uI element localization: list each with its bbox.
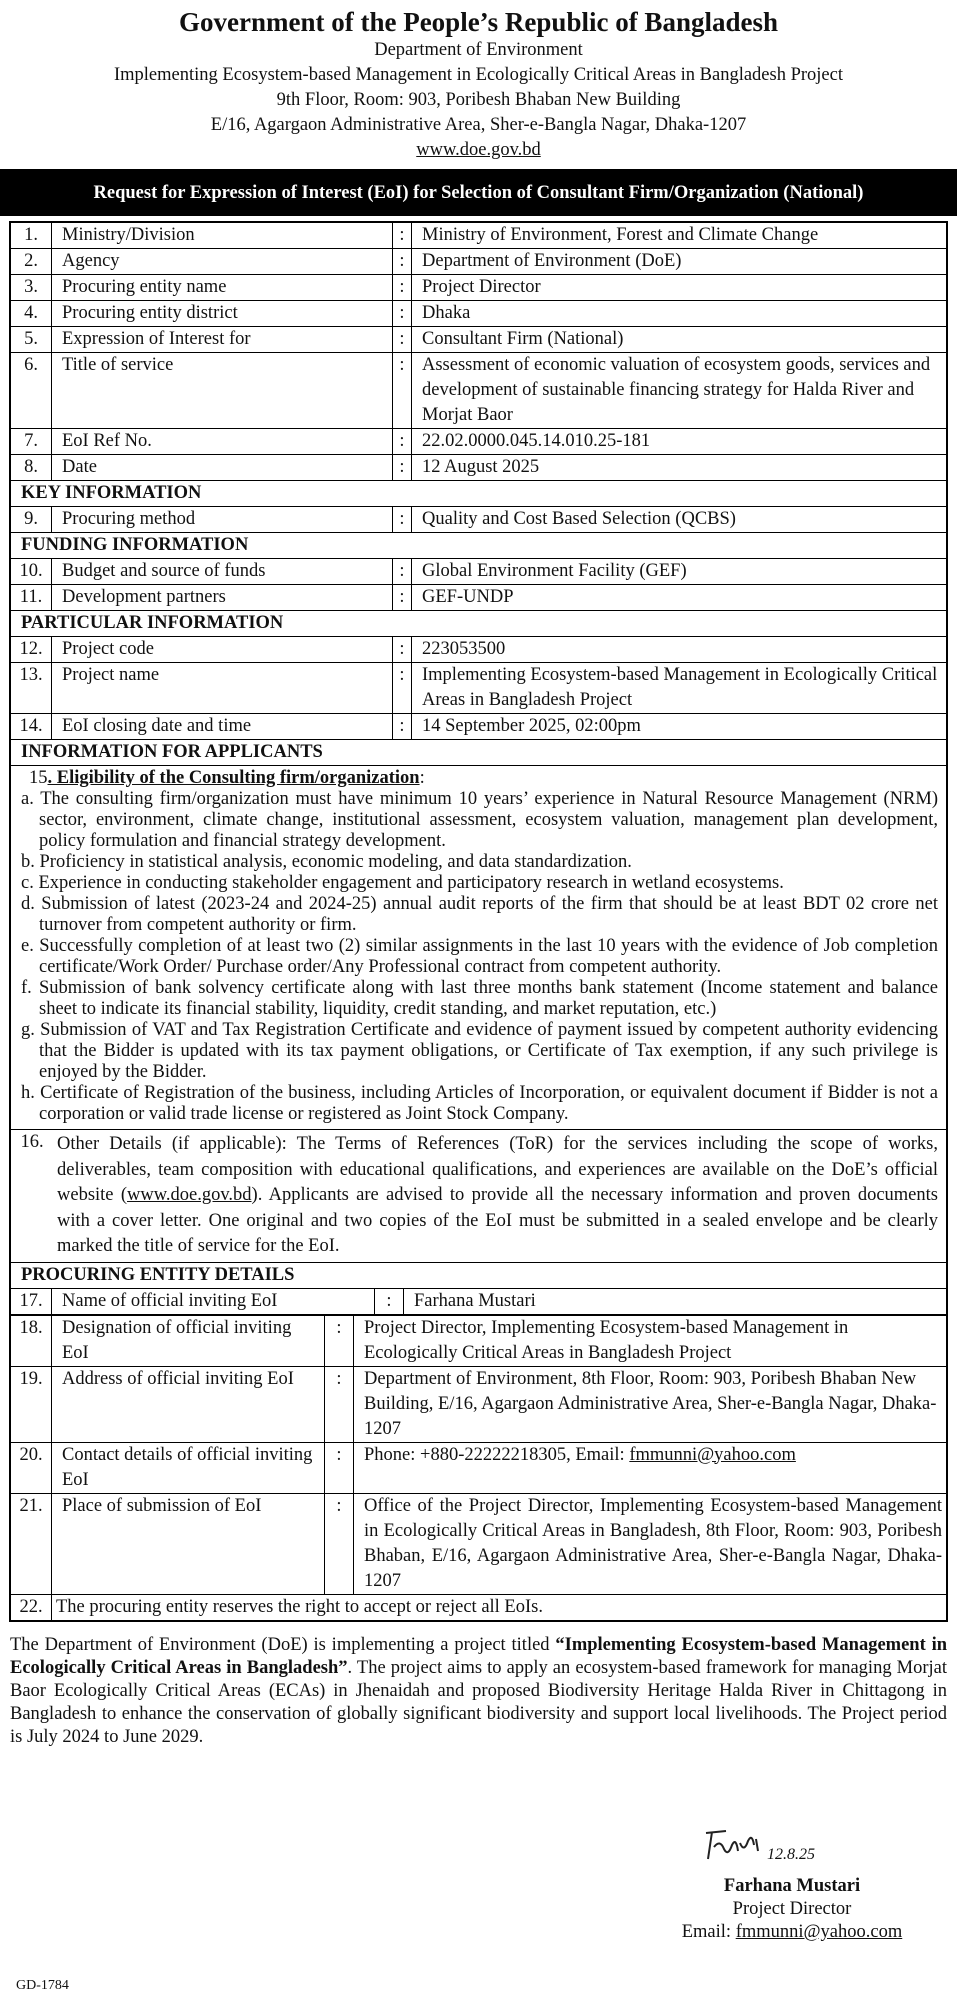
signature-mark <box>672 1825 912 1875</box>
row-label: Title of service <box>52 353 393 429</box>
entity-table <box>10 1263 947 1315</box>
signatory-email <box>672 1921 912 1944</box>
row-number: 17. <box>11 1288 52 1314</box>
colon: : <box>393 714 412 740</box>
row-value: Project Director <box>412 275 947 301</box>
row-label: EoI closing date and time <box>52 714 393 740</box>
other-details <box>10 1130 947 1263</box>
row-number: 8. <box>11 455 52 481</box>
colon: : <box>375 1288 404 1314</box>
office-floor: 9th Floor, Room: 903, Poribesh Bhaban New Building <box>276 90 681 110</box>
website-link[interactable]: www.doe.gov.bd <box>127 1185 252 1205</box>
section-row <box>11 533 947 559</box>
other-text-part: ). Applicants are advised to provide all the necessary information and proven documents with a cover letter. One original and two copies of the EoI must be submitted in a sealed envelope and be clearly marked the title of service for the EoI. <box>57 1185 938 1256</box>
eligibility-item: e. Successfully completion of at least two (2) similar assignments in the last 10 years with the evidence of Job completion certificate/Work Order/ Purchase order/Any Professional contract from competent authority. <box>21 936 938 977</box>
table-row <box>11 559 947 585</box>
table-row <box>11 301 947 327</box>
row-number: 6. <box>11 353 52 429</box>
row-number: 20. <box>11 1442 52 1493</box>
letterhead <box>0 0 957 170</box>
row-label: Project name <box>52 663 393 714</box>
colon: : <box>325 1493 354 1594</box>
table-row <box>11 663 947 714</box>
row-number: 22. <box>11 1594 52 1620</box>
table-row <box>11 714 947 740</box>
department-name: Department of Environment <box>374 40 583 60</box>
row-label: Project code <box>52 637 393 663</box>
project-name: Implementing Ecosystem-based Management in Ecologically Critical Areas in Bangladesh Project <box>113 65 843 85</box>
colon: : <box>393 327 412 353</box>
signatory-name: Farhana Mustari <box>723 1876 861 1896</box>
row-value: Department of Environment, 8th Floor, Room: 903, Poribesh Bhaban New Building, E/16, Agargaon Administrative Area, Sher-e-Bangla Nagar, Dhaka-1207 <box>354 1366 947 1442</box>
row-label: Procuring entity name <box>52 275 393 301</box>
colon: : <box>393 275 412 301</box>
section-heading: FUNDING INFORMATION <box>11 533 947 559</box>
signatory-email-link[interactable]: fmmunni@yahoo.com <box>735 1922 903 1942</box>
website-link[interactable]: www.doe.gov.bd <box>416 140 541 160</box>
row-label: Contact details of official inviting EoI <box>52 1442 325 1493</box>
project-summary <box>10 1634 947 1749</box>
row-label: Ministry/Division <box>52 223 393 249</box>
row-number: 9. <box>11 507 52 533</box>
row-value: Assessment of economic valuation of ecosystem goods, services and development of sustainable financing strategy for Halda River and Morjat Baor <box>412 353 947 429</box>
row-label: Agency <box>52 249 393 275</box>
row-number: 4. <box>11 301 52 327</box>
row-number: 19. <box>11 1366 52 1442</box>
row-number: 2. <box>11 249 52 275</box>
row-value: Quality and Cost Based Selection (QCBS) <box>412 507 947 533</box>
section-row <box>11 611 947 637</box>
row-label: Budget and source of funds <box>52 559 393 585</box>
handwritten-signature-icon <box>702 1825 772 1867</box>
row-label: Name of official inviting EoI <box>52 1288 375 1314</box>
eligibility-colon: : <box>419 768 425 788</box>
eligibility-item: a. The consulting firm/organization must have minimum 10 years’ experience in Natural Resource Management (NRM) sector, environment, climate change, institutional assessment, ecosystem valuation, management plan development, policy formulation and financial strategy development. <box>21 789 938 851</box>
entity-table-2 <box>10 1315 947 1621</box>
eligibility-section <box>10 766 947 1130</box>
eoi-banner: Request for Expression of Interest (EoI) for Selection of Consultant Firm/Organization (National) <box>0 170 957 216</box>
section-heading: INFORMATION FOR APPLICANTS <box>11 740 947 766</box>
other-details-text <box>53 1130 946 1262</box>
table-row <box>11 585 947 611</box>
table-row <box>11 1315 947 1366</box>
eoi-details <box>9 221 948 1622</box>
signatory-title: Project Director <box>732 1899 852 1919</box>
row-number: 5. <box>11 327 52 353</box>
row-value: Implementing Ecosystem-based Management in Ecologically Critical Areas in Bangladesh Project <box>412 663 947 714</box>
colon: : <box>393 249 412 275</box>
office-address: E/16, Agargaon Administrative Area, Sher-e-Bangla Nagar, Dhaka-1207 <box>210 115 747 135</box>
table-row <box>11 429 947 455</box>
colon: : <box>393 455 412 481</box>
row-value: Ministry of Environment, Forest and Climate Change <box>412 223 947 249</box>
colon: : <box>393 663 412 714</box>
row-label: Place of submission of EoI <box>52 1493 325 1594</box>
row-value: Dhaka <box>412 301 947 327</box>
footer-code: GD-1784 <box>16 1978 69 1993</box>
row-value: Farhana Mustari <box>404 1288 947 1314</box>
table-row <box>11 1366 947 1442</box>
row-label: Procuring method <box>52 507 393 533</box>
eligibility-item: d. Submission of latest (2023-24 and 2024-25) annual audit reports of the firm that should be at least BDT 02 crore net turnover from competent authority or firm. <box>21 894 938 935</box>
row-label: Date <box>52 455 393 481</box>
section-row <box>11 740 947 766</box>
section-heading: PROCURING ENTITY DETAILS <box>11 1263 947 1289</box>
row-value: The procuring entity reserves the right to accept or reject all EoIs. <box>52 1594 947 1620</box>
section-heading: KEY INFORMATION <box>11 481 947 507</box>
table-row <box>11 1493 947 1594</box>
section-row <box>11 1263 947 1289</box>
row-value <box>354 1442 947 1493</box>
table-row <box>11 353 947 429</box>
row-number: 1. <box>11 223 52 249</box>
eligibility-number: 15 <box>29 768 48 788</box>
row-label: EoI Ref No. <box>52 429 393 455</box>
row-number: 16. <box>20 1132 44 1152</box>
row-number: 3. <box>11 275 52 301</box>
summary-project-title: “Implementing Ecosystem-based Management in Ecologically Critical Areas in Bangladesh” <box>10 1634 947 1678</box>
row-number: 18. <box>11 1315 52 1366</box>
table-row <box>11 275 947 301</box>
eligibility-item: f. Submission of bank solvency certificate along with last three months bank statement (Income statement and balance sheet to indicate its financial stability, liquidity, credit standing, and market reputation, etc.) <box>21 978 938 1019</box>
colon: : <box>325 1442 354 1493</box>
colon: : <box>393 353 412 429</box>
summary-text: . The project aims to apply an ecosystem-based framework for managing Morjat Baor Ecologically Critical Areas (ECAs) in Jhenaidah and proposed Biodiversity Heritage Halda River in Chittagong in Bangladesh to enhance the conservation of globally significant biodiversity and support local livelihoods. The Project period is July 2024 to June 2029. <box>10 1657 947 1747</box>
other-text-part: Other Details (if applicable): The Terms of References (ToR) for the services including the scope of works, deliverables, team composition with educational qualifications, and experiences are available on the DoE’s official website ( <box>57 1134 938 1205</box>
row-number: 11. <box>11 585 52 611</box>
row-value: Office of the Project Director, Implementing Ecosystem-based Management in Ecologically Critical Areas in Bangladesh, 8th Floor, Room: 903, Poribesh Bhaban, E/16, Agargaon Administrative Area, Sher-e-Bangla Nagar, Dhaka-1207 <box>354 1493 947 1594</box>
table-row <box>11 223 947 249</box>
row-value: Global Environment Facility (GEF) <box>412 559 947 585</box>
table-row <box>11 507 947 533</box>
row-value: GEF-UNDP <box>412 585 947 611</box>
eligibility-item: b. Proficiency in statistical analysis, economic modeling, and data standardization. <box>21 852 632 872</box>
colon: : <box>393 223 412 249</box>
colon: : <box>393 429 412 455</box>
row-number: 13. <box>11 663 52 714</box>
row-label: Procuring entity district <box>52 301 393 327</box>
section-row <box>11 481 947 507</box>
government-title: Government of the People’s Republic of Bangladesh <box>179 7 778 37</box>
row-value: Consultant Firm (National) <box>412 327 947 353</box>
table-row <box>11 1288 947 1314</box>
row-value: 12 August 2025 <box>412 455 947 481</box>
colon: : <box>393 301 412 327</box>
row-value: 14 September 2025, 02:00pm <box>412 714 947 740</box>
colon: : <box>325 1315 354 1366</box>
eligibility-item: g. Submission of VAT and Tax Registration Certificate and evidence of payment issued by competent authority evidencing that the Bidder is updated with its tax payment obligations, or Certificate of Tax exemption, if any such privilege is enjoyed by the Bidder. <box>21 1020 938 1082</box>
row-number: 12. <box>11 637 52 663</box>
row-value: 223053500 <box>412 637 947 663</box>
contact-email-link[interactable]: fmmunni@yahoo.com <box>629 1444 796 1465</box>
row-number: 10. <box>11 559 52 585</box>
row-value: Department of Environment (DoE) <box>412 249 947 275</box>
signature-date: 12.8.25 <box>767 1846 815 1863</box>
eligibility-item: c. Experience in conducting stakeholder engagement and participatory research in wetland ecosystems. <box>21 873 784 893</box>
colon: : <box>325 1366 354 1442</box>
info-table <box>10 222 947 766</box>
row-number: 7. <box>11 429 52 455</box>
row-label: Address of official inviting EoI <box>52 1366 325 1442</box>
row-number: 14. <box>11 714 52 740</box>
eligibility-title <box>19 768 938 789</box>
eligibility-item: h. Certificate of Registration of the business, including Articles of Incorporation, or equivalent document if Bidder is not a corporation or valid trade license or registered as Joint Stock Company. <box>21 1083 938 1124</box>
row-label: Expression of Interest for <box>52 327 393 353</box>
row-label: Development partners <box>52 585 393 611</box>
colon: : <box>393 507 412 533</box>
email-label: Email: <box>681 1922 736 1942</box>
summary-text: The Department of Environment (DoE) is implementing a project titled <box>10 1634 556 1655</box>
table-row <box>11 249 947 275</box>
colon: : <box>393 637 412 663</box>
table-row <box>11 1594 947 1620</box>
colon: : <box>393 585 412 611</box>
contact-phone: Phone: +880-22222218305, Email: <box>364 1444 630 1465</box>
signature-block <box>672 1825 912 1944</box>
colon: : <box>393 559 412 585</box>
row-value: Project Director, Implementing Ecosystem-based Management in Ecologically Critical Areas in Bangladesh Project <box>354 1315 947 1366</box>
row-number: 21. <box>11 1493 52 1594</box>
table-row <box>11 455 947 481</box>
table-row <box>11 1442 947 1493</box>
row-label: Designation of official inviting EoI <box>52 1315 325 1366</box>
eligibility-heading: . Eligibility of the Consulting firm/organization <box>47 768 420 788</box>
row-value: 22.02.0000.045.14.010.25-181 <box>412 429 947 455</box>
table-row <box>11 637 947 663</box>
section-heading: PARTICULAR INFORMATION <box>11 611 947 637</box>
table-row <box>11 327 947 353</box>
